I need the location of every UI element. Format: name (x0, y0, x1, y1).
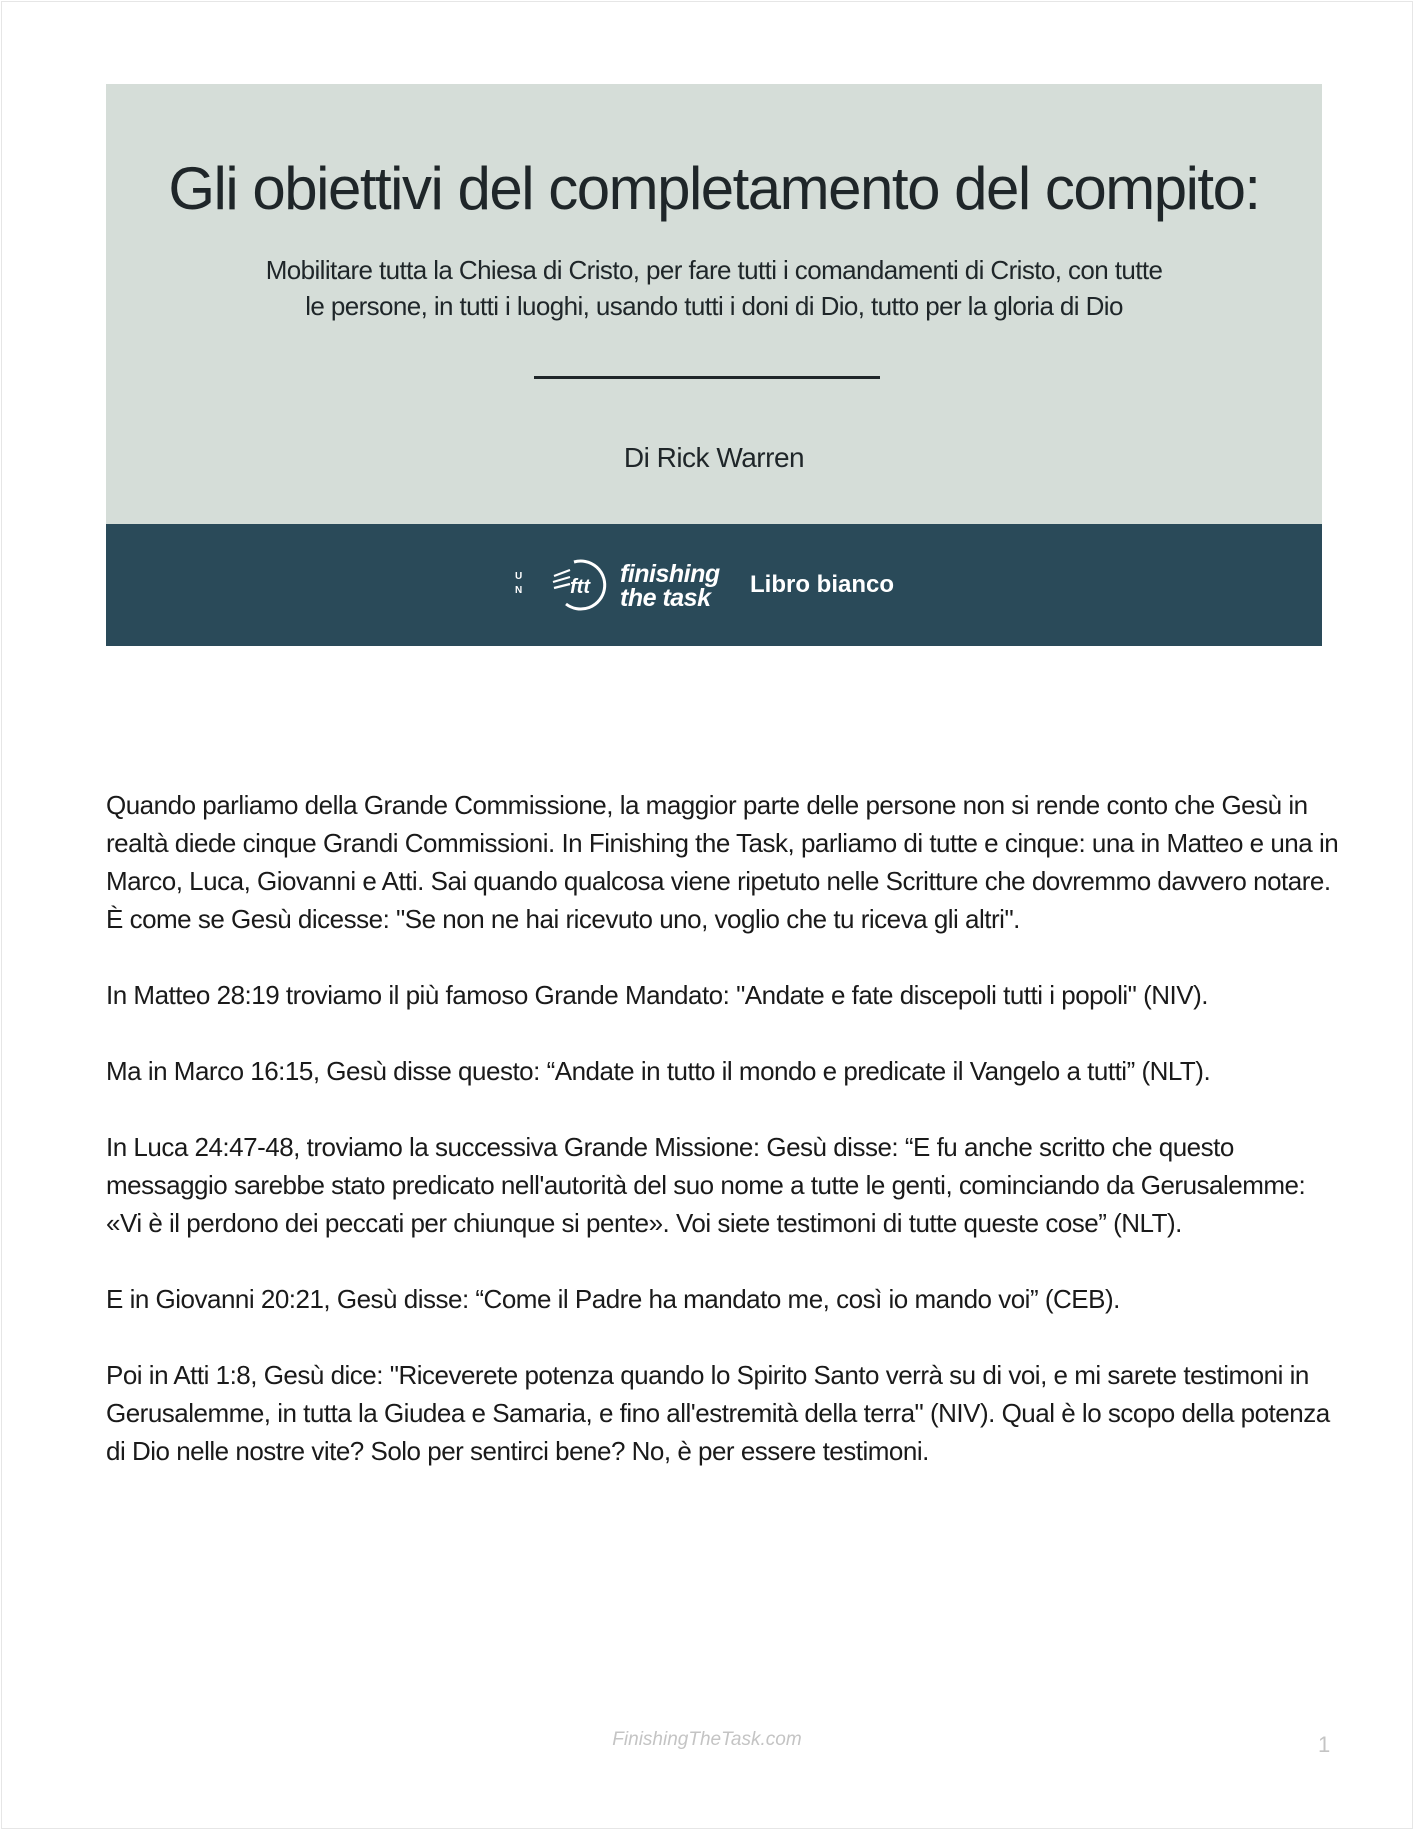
ftt-logo-icon (552, 556, 612, 612)
paragraph: In Matteo 28:19 troviamo il più famoso Grande Mandato: "Andate e fate discepoli tutti i popoli" (NIV). (106, 980, 1208, 1010)
brand-name-line-2: the task (620, 584, 711, 612)
subtitle-line-2: le persone, in tutti i luoghi, usando tutti i doni di Dio, tutto per la gloria di Dio (305, 291, 1123, 321)
header-panel (106, 84, 1322, 524)
paragraph: In Luca 24:47-48, troviamo la successiva Grande Missione: Gesù disse: “E fu anche scritto che questo messaggio sarebbe stato predicato nell'autorità del suo nome a tutte le genti, cominciando da Gerusalemme: «Vi è il perdono dei peccati per chiunque si pente». Voi siete testimoni di tutte queste cose” (NLT). (106, 1132, 1306, 1238)
brand-name-line-1: finishing (620, 560, 720, 588)
author-byline: Di Rick Warren (623, 442, 805, 473)
subtitle-line-1: Mobilitare tutta la Chiesa di Cristo, per fare tutti i comandamenti di Cristo, con tutte (265, 255, 1163, 285)
paragraph: Quando parliamo della Grande Commissione, la maggior parte delle persone non si rende conto che Gesù in realtà diede cinque Grandi Commissioni. In Finishing the Task, parliamo di tutte e cinque: una in Matteo e una in Marco, Luca, Giovanni e Atti. Sai quando qualcosa viene ripetuto nelle Scritture che dovremmo davvero notare. È come se Gesù dicesse: "Se non ne hai ricevuto uno, voglio che tu riceva gli altri". (106, 790, 1339, 934)
un-mark-top: U (515, 571, 523, 582)
ftt-logo-text: ftt (570, 576, 590, 598)
paragraph: Poi in Atti 1:8, Gesù dice: "Riceverete potenza quando lo Spirito Santo verrà su di voi, e mi sarete testimoni in Gerusalemme, in tutta la Giudea e Samaria, e fino all'estremità della terra" (NIV). Qual è lo scopo della potenza di Dio nelle nostre vite? Solo per sentirci bene? No, è per essere testimoni. (106, 1360, 1330, 1466)
page-number: 1 (1318, 1732, 1331, 1757)
paragraph: E in Giovanni 20:21, Gesù disse: “Come il Padre ha mandato me, così io mando voi” (CEB). (106, 1284, 1120, 1314)
brand-name (620, 562, 720, 610)
paragraph: Ma in Marco 16:15, Gesù disse questo: “Andate in tutto il mondo e predicate il Vangelo a tutti” (NLT). (106, 1056, 1211, 1086)
footer-website: FinishingTheTask.com (612, 1729, 802, 1750)
un-mark (515, 570, 522, 598)
title-divider (534, 376, 880, 379)
document-title: Gli obiettivi del completamento del compito: (168, 155, 1260, 222)
brand-band (106, 524, 1322, 646)
un-mark-bottom: N (515, 585, 523, 596)
body-text (106, 786, 1346, 1508)
document-type-label: Libro bianco (750, 571, 894, 598)
document-subtitle (216, 252, 1212, 324)
